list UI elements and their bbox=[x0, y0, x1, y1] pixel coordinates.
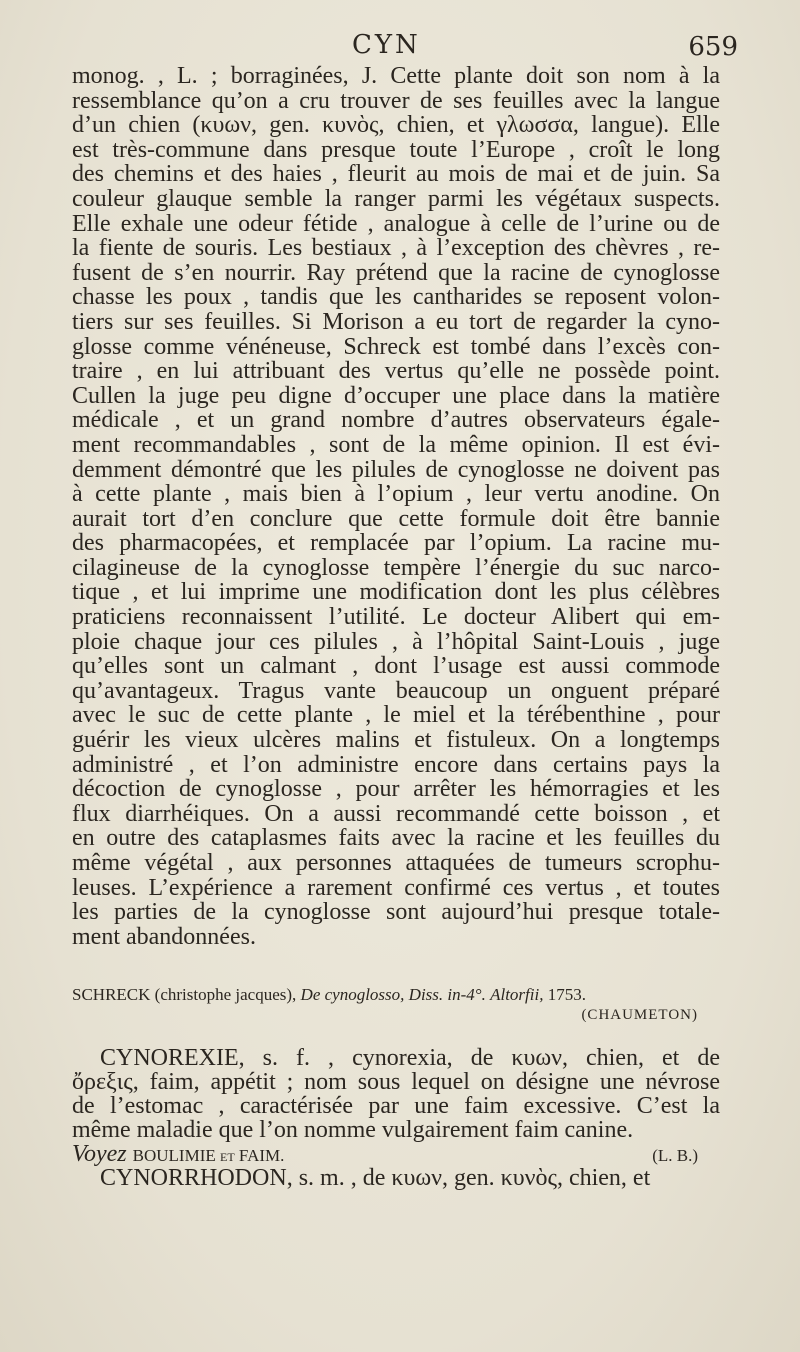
reference-details: Diss. in-4°. bbox=[408, 985, 486, 1004]
entry-cynorexie bbox=[72, 1046, 720, 1190]
text-line: les parties de la cynoglosse sont aujourd’hui presque totale- bbox=[72, 899, 720, 926]
page-header bbox=[0, 30, 800, 64]
text-line: Elle exhale une odeur fétide , analogue à celle de l’urine ou de bbox=[72, 210, 720, 237]
page-number: 659 bbox=[688, 32, 738, 62]
text-line: même maladie que l’on nomme vulgairement faim canine. bbox=[72, 1117, 634, 1143]
text-line: à cette plante , mais bien à l’opium , leur vertu anodine. On bbox=[72, 481, 720, 508]
reference-place: Altorfii, bbox=[490, 985, 544, 1004]
text-line: d’un chien (κυων, gen. κυνὸς, chien, et γλωσσα, langue). Elle bbox=[72, 112, 720, 139]
text-line: ment abandonnées. bbox=[72, 923, 256, 950]
text-line: cilagineuse de la cynoglosse tempère l’énergie du suc narco- bbox=[72, 554, 720, 581]
entry-definition: , s. f. , cynorexia, de κυων, chien, et de bbox=[238, 1045, 720, 1071]
text-line: demment démontré que les pilules de cynoglosse ne doivent pas bbox=[72, 456, 720, 483]
entry-headword: CYNOREXIE bbox=[100, 1045, 239, 1071]
text-line: qu’elles sont un calmant , dont l’usage est aussi commode bbox=[72, 653, 720, 680]
text-line: est très-commune dans presque toute l’Europe , croît le long bbox=[72, 136, 720, 163]
text-line: ment recommandables , sont de la même opinion. Il est évi- bbox=[72, 431, 720, 458]
reference-author-given: (christophe jacques), bbox=[154, 985, 297, 1004]
text-line: praticiens reconnaissent l’utilité. Le docteur Alibert qui em- bbox=[72, 604, 720, 631]
text-line: en outre des cataplasmes faits avec la racine et les feuilles du bbox=[72, 825, 720, 852]
text-line: traire , en lui attribuant des vertus qu’elle ne possède point. bbox=[72, 358, 720, 385]
text-line: la fiente de souris. Les bestiaux , à l’exception des chèvres , re- bbox=[72, 235, 720, 262]
text-line: de l’estomac , caractérisée par une faim excessive. C’est la bbox=[72, 1093, 720, 1119]
entry-definition: , s. m. , de κυων, gen. κυνὸς, chien, et bbox=[286, 1165, 651, 1191]
text-line: monog. , L. ; borraginées, J. Cette plante doit son nom à la bbox=[72, 63, 720, 89]
text-line: des chemins et des haies , fleurit au mois de mai et de juin. Sa bbox=[72, 161, 720, 188]
entry-first-line bbox=[72, 1046, 720, 1070]
text-line: guérir les vieux ulcères malins et fistuleux. On a longtemps bbox=[72, 727, 720, 754]
text-line: avec le suc de cette plante , le miel et la térébenthine , pour bbox=[72, 702, 720, 729]
text-line: des pharmacopées, et remplacée par l’opium. La racine mu- bbox=[72, 530, 720, 557]
running-head: CYN bbox=[352, 30, 421, 60]
text-line: administré , et l’on administre encore dans certains pays la bbox=[72, 751, 720, 778]
text-line: fusent de s’en nourrir. Ray prétend que la racine de cynoglosse bbox=[72, 259, 720, 286]
entry-cynorrhodon bbox=[72, 1166, 720, 1190]
reference-author: SCHRECK bbox=[72, 985, 151, 1004]
reference-title: De cynoglosso, bbox=[300, 985, 405, 1004]
text-line: même végétal , aux personnes attaquées de tumeurs scrophu- bbox=[72, 850, 720, 876]
text-line: ὄρεξις, faim, appétit ; nom sous lequel on désigne une névrose bbox=[72, 1069, 720, 1095]
see-also-line bbox=[72, 1142, 720, 1166]
text-line: ploie chaque jour ces pilules , à l’hôpital Saint-Louis , juge bbox=[72, 628, 720, 655]
text-line: tique , et lui imprime une modification dont les plus célèbres bbox=[72, 579, 720, 606]
text-line: médicale , et un grand nombre d’autres observateurs égale- bbox=[72, 407, 720, 434]
see-also-targets: BOULIMIE et FAIM. bbox=[132, 1146, 285, 1165]
text-line: décoction de cynoglosse , pour arrêter les hémorragies et les bbox=[72, 776, 720, 803]
text-line: leuses. L’expérience a rarement confirmé ces vertus , et toutes bbox=[72, 874, 720, 901]
entry-headword: CYNORRHODON bbox=[100, 1165, 287, 1191]
text-line: flux diarrhéiques. On a aussi recommandé cette boisson , et bbox=[72, 800, 720, 827]
text-line: glosse comme vénéneuse, Schreck est tombé dans l’excès con- bbox=[72, 333, 720, 360]
text-line: aurait tort d’en conclure que cette formule doit être bannie bbox=[72, 505, 720, 532]
article-cynoglosse bbox=[72, 64, 720, 949]
see-also-label: Voyez bbox=[72, 1141, 127, 1167]
entry-signature: (L. B.) bbox=[652, 1146, 698, 1165]
text-line: qu’avantageux. Tragus vante beaucoup un onguent préparé bbox=[72, 677, 720, 704]
text-line: chasse les poux , tandis que les cantharides se reposent volon- bbox=[72, 284, 720, 311]
author-signature: (CHAUMETON) bbox=[581, 1007, 698, 1023]
text-line: tiers sur ses feuilles. Si Morison a eu tort de regarder la cyno- bbox=[72, 308, 720, 335]
reference-line bbox=[72, 985, 720, 1005]
text-line: Cullen la juge peu digne d’occuper une place dans la matière bbox=[72, 382, 720, 409]
text-line: couleur glauque semble la ranger parmi les végétaux suspects. bbox=[72, 185, 720, 212]
text-line: ressemblance qu’on a cru trouver de ses feuilles avec la langue bbox=[72, 87, 720, 114]
bibliographic-reference bbox=[72, 985, 720, 1024]
reference-year: 1753. bbox=[547, 985, 586, 1004]
